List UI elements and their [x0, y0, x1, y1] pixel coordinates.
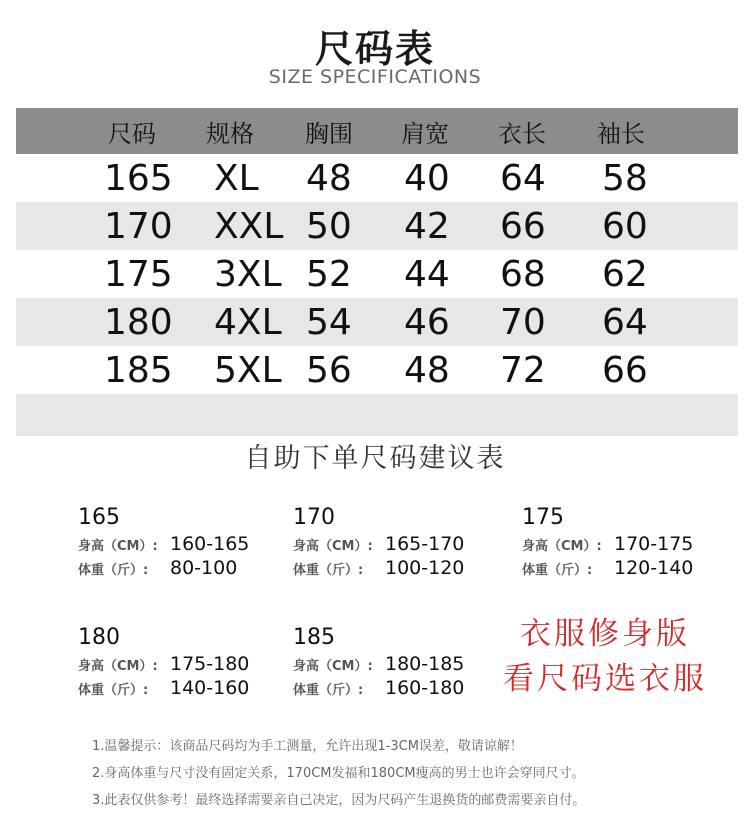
table-cell: 5XL [214, 349, 282, 391]
table-cell: 48 [306, 157, 352, 199]
table-cell: 180 [104, 301, 173, 343]
table-cell: 52 [306, 253, 352, 295]
suggestion-size: 165 [78, 505, 120, 530]
height-range: 175-180 [170, 653, 250, 675]
size-table [16, 108, 738, 436]
suggestion-size: 175 [522, 505, 564, 530]
note-item: 3.此表仅供参考！最终选择需要亲自己决定，因为尺码产生退换货的邮费需要亲自付。 [92, 793, 586, 808]
suggestion-block [78, 505, 298, 581]
note-item: 1.温馨提示：该商品尺码均为手工测量，允许出现1-3CM误差，敬请谅解！ [92, 739, 523, 754]
height-label: 身高（CM）: [78, 539, 158, 554]
table-cell: XL [214, 157, 259, 199]
height-range: 160-165 [170, 533, 250, 555]
table-cell: 3XL [214, 253, 282, 295]
weight-range: 140-160 [170, 677, 250, 699]
weight-label: 体重（斤）: [78, 563, 149, 578]
weight-label: 体重（斤）: [78, 683, 149, 698]
weight-range: 100-120 [385, 557, 465, 579]
weight-range: 160-180 [385, 677, 465, 699]
table-cell: 50 [306, 205, 352, 247]
page-title: 尺码表 [314, 27, 435, 71]
height-range: 170-175 [614, 533, 694, 555]
height-range: 180-185 [385, 653, 465, 675]
table-cell: 48 [404, 349, 450, 391]
weight-range: 80-100 [170, 557, 238, 579]
promo-text [470, 612, 740, 702]
height-label: 身高（CM）: [522, 539, 602, 554]
page-subtitle: SIZE SPECIFICATIONS [268, 66, 482, 88]
column-header-sleeve: 袖长 [597, 119, 645, 148]
note-item: 2.身高体重与尺寸没有固定关系，170CM发福和180CM瘦高的男士也许会穿同尺寸。 [92, 766, 585, 781]
height-label: 身高（CM）: [293, 539, 373, 554]
promo-line-1: 衣服修身版 [520, 616, 690, 652]
table-cell: 70 [500, 301, 546, 343]
suggestion-size: 185 [293, 625, 335, 650]
table-row [16, 346, 738, 394]
table-cell: 44 [404, 253, 450, 295]
table-cell: 185 [104, 349, 173, 391]
height-label: 身高（CM）: [293, 659, 373, 674]
suggestion-block [293, 505, 513, 581]
table-cell: 64 [500, 157, 546, 199]
height-label: 身高（CM）: [78, 659, 158, 674]
column-header-length: 衣长 [498, 119, 546, 148]
weight-label: 体重（斤）: [522, 563, 593, 578]
table-row [16, 202, 738, 250]
table-cell: 175 [104, 253, 173, 295]
suggestion-block [522, 505, 742, 581]
table-cell: 60 [602, 205, 648, 247]
column-header-chest: 胸围 [305, 119, 353, 148]
table-cell: 66 [602, 349, 648, 391]
column-header-spec: 规格 [206, 119, 254, 148]
table-row [16, 154, 738, 202]
suggestion-block [78, 625, 298, 701]
table-footer-band [16, 394, 738, 436]
weight-label: 体重（斤）: [293, 563, 364, 578]
promo-line-2: 看尺码选衣服 [503, 661, 707, 697]
column-header-shoulder: 肩宽 [401, 119, 449, 148]
table-cell: 64 [602, 301, 648, 343]
size-table-header [16, 108, 738, 154]
weight-label: 体重（斤）: [293, 683, 364, 698]
suggestion-title: 自助下单尺码建议表 [244, 443, 506, 474]
table-cell: 165 [104, 157, 173, 199]
table-cell: 68 [500, 253, 546, 295]
table-row [16, 250, 738, 298]
table-cell: 170 [104, 205, 173, 247]
notes-list [92, 738, 732, 819]
table-cell: 56 [306, 349, 352, 391]
table-cell: 40 [404, 157, 450, 199]
table-cell: 62 [602, 253, 648, 295]
table-row [16, 298, 738, 346]
weight-range: 120-140 [614, 557, 694, 579]
column-header-size: 尺码 [108, 119, 156, 148]
table-cell: 66 [500, 205, 546, 247]
suggestion-size: 170 [293, 505, 335, 530]
table-cell: XXL [214, 205, 284, 247]
height-range: 165-170 [385, 533, 465, 555]
table-cell: 46 [404, 301, 450, 343]
table-cell: 42 [404, 205, 450, 247]
suggestion-size: 180 [78, 625, 120, 650]
table-cell: 54 [306, 301, 352, 343]
table-cell: 72 [500, 349, 546, 391]
table-cell: 4XL [214, 301, 282, 343]
table-cell: 58 [602, 157, 648, 199]
